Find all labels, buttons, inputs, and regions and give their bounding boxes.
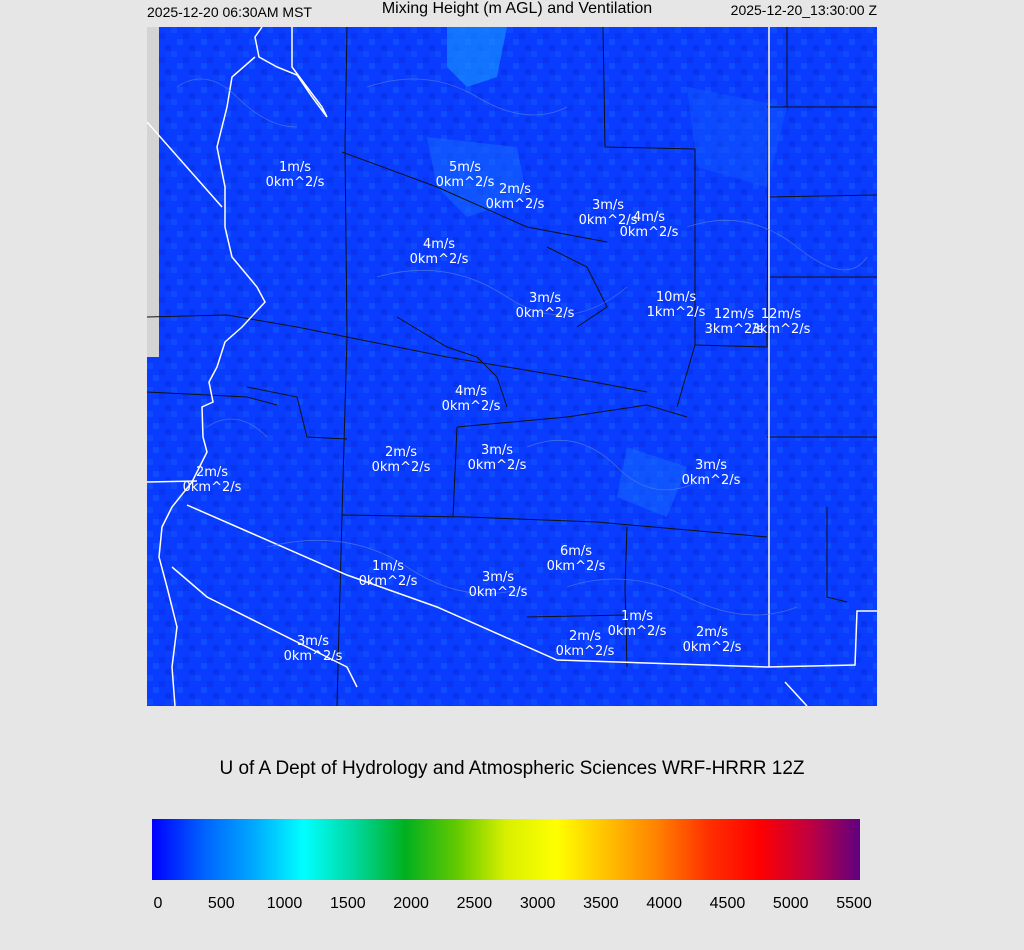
wind-speed-value: 4m/s: [422, 237, 456, 252]
wind-speed-value: 2m/s: [384, 445, 418, 460]
wind-speed-value: 2m/s: [195, 465, 229, 480]
colorbar-tick-label: 1500: [330, 895, 366, 912]
colorbar-tick-label: 1000: [266, 895, 303, 912]
ventilation-value: 0km^2/s: [578, 213, 638, 228]
ventilation-value: 0km^2/s: [515, 306, 575, 321]
wind-speed-value: 4m/s: [454, 384, 488, 399]
colorbar-gradient: [152, 819, 860, 880]
ventilation-value: 0km^2/s: [546, 559, 606, 574]
wind-speed-value: 1m/s: [278, 160, 312, 175]
colorbar-tick-label: 2000: [393, 895, 429, 912]
map-title: Mixing Height (m AGL) and Ventilation: [381, 0, 653, 17]
wind-speed-value: 3m/s: [480, 443, 514, 458]
ventilation-value: 0km^2/s: [555, 644, 615, 659]
wind-speed-value: 3m/s: [694, 458, 728, 473]
no-data-strip: [147, 27, 159, 357]
colorbar-tick-label: 4500: [709, 895, 746, 912]
ventilation-label: [372, 445, 431, 475]
wind-speed-value: 3m/s: [296, 634, 330, 649]
ventilation-label: [468, 443, 527, 473]
ventilation-value: 0km^2/s: [182, 480, 242, 495]
wind-speed-value: 4m/s: [632, 210, 666, 225]
ventilation-label: [556, 629, 615, 659]
ventilation-value: 0km^2/s: [467, 458, 527, 473]
wind-speed-value: 12m/s: [713, 307, 755, 322]
ventilation-label: [620, 210, 679, 240]
colorbar: [152, 819, 860, 880]
wind-speed-value: 3m/s: [528, 291, 562, 306]
ventilation-label: [683, 625, 742, 655]
ventilation-value: 0km^2/s: [681, 473, 741, 488]
ventilation-value: 0km^2/s: [607, 624, 667, 639]
ventilation-label: [608, 609, 667, 639]
ventilation-label: [469, 570, 528, 600]
mixing-height-map: [147, 27, 877, 706]
ventilation-value: 3km^2/s: [704, 322, 764, 337]
ventilation-label: [547, 544, 606, 574]
ventilation-label: [266, 160, 325, 190]
wind-speed-value: 2m/s: [498, 182, 532, 197]
colorbar-tick-label: 3500: [583, 895, 619, 912]
ventilation-label: [486, 182, 545, 212]
map-canvas: [147, 27, 877, 706]
colorbar-tick-label: 5000: [772, 895, 809, 912]
ventilation-value: 0km^2/s: [619, 225, 679, 240]
ventilation-label: [442, 384, 501, 414]
colorbar-tick-label: 4000: [646, 895, 682, 912]
ventilation-label: [410, 237, 469, 267]
ventilation-value: 0km^2/s: [485, 197, 545, 212]
wind-speed-value: 10m/s: [655, 290, 697, 305]
ventilation-value: 0km^2/s: [435, 175, 495, 190]
colorbar-tick-label: 3000: [519, 895, 556, 912]
colorbar-tick-label: 0: [153, 895, 163, 912]
ventilation-label: [516, 291, 575, 321]
ventilation-value: 0km^2/s: [371, 460, 431, 475]
wind-speed-value: 6m/s: [559, 544, 593, 559]
colorbar-tick-label: 2500: [456, 895, 493, 912]
ventilation-value: 0km^2/s: [468, 585, 528, 600]
valid-time-local: 2025-12-20 06:30AM MST: [147, 4, 312, 20]
ventilation-label: [359, 559, 418, 589]
valid-time-utc: 2025-12-20_13:30:00 Z: [730, 2, 877, 18]
ventilation-value: 0km^2/s: [682, 640, 742, 655]
wind-speed-value: 2m/s: [695, 625, 729, 640]
wind-speed-value: 3m/s: [481, 570, 515, 585]
wind-speed-value: 3m/s: [591, 198, 625, 213]
wind-speed-value: 12m/s: [760, 307, 802, 322]
model-credit: U of A Dept of Hydrology and Atmospheric Sciences WRF-HRRR 12Z: [219, 758, 805, 779]
ventilation-label: [647, 290, 706, 320]
ventilation-label: [284, 634, 343, 664]
wind-speed-value: 1m/s: [620, 609, 654, 624]
colorbar-tick-label: 5500: [836, 895, 872, 912]
wind-speed-value: 1m/s: [371, 559, 405, 574]
ventilation-value: 1km^2/s: [646, 305, 706, 320]
colorbar-tick-label: 500: [207, 895, 235, 912]
ventilation-label: [682, 458, 741, 488]
ventilation-value: 3km^2/s: [751, 322, 811, 337]
ventilation-value: 0km^2/s: [441, 399, 501, 414]
ventilation-label: [183, 465, 242, 495]
ventilation-value: 0km^2/s: [409, 252, 469, 267]
ventilation-label: [752, 307, 811, 337]
wind-speed-value: 2m/s: [568, 629, 602, 644]
ventilation-value: 0km^2/s: [265, 175, 325, 190]
ventilation-value: 0km^2/s: [358, 574, 418, 589]
wind-speed-value: 5m/s: [448, 160, 482, 175]
ventilation-value: 0km^2/s: [283, 649, 343, 664]
